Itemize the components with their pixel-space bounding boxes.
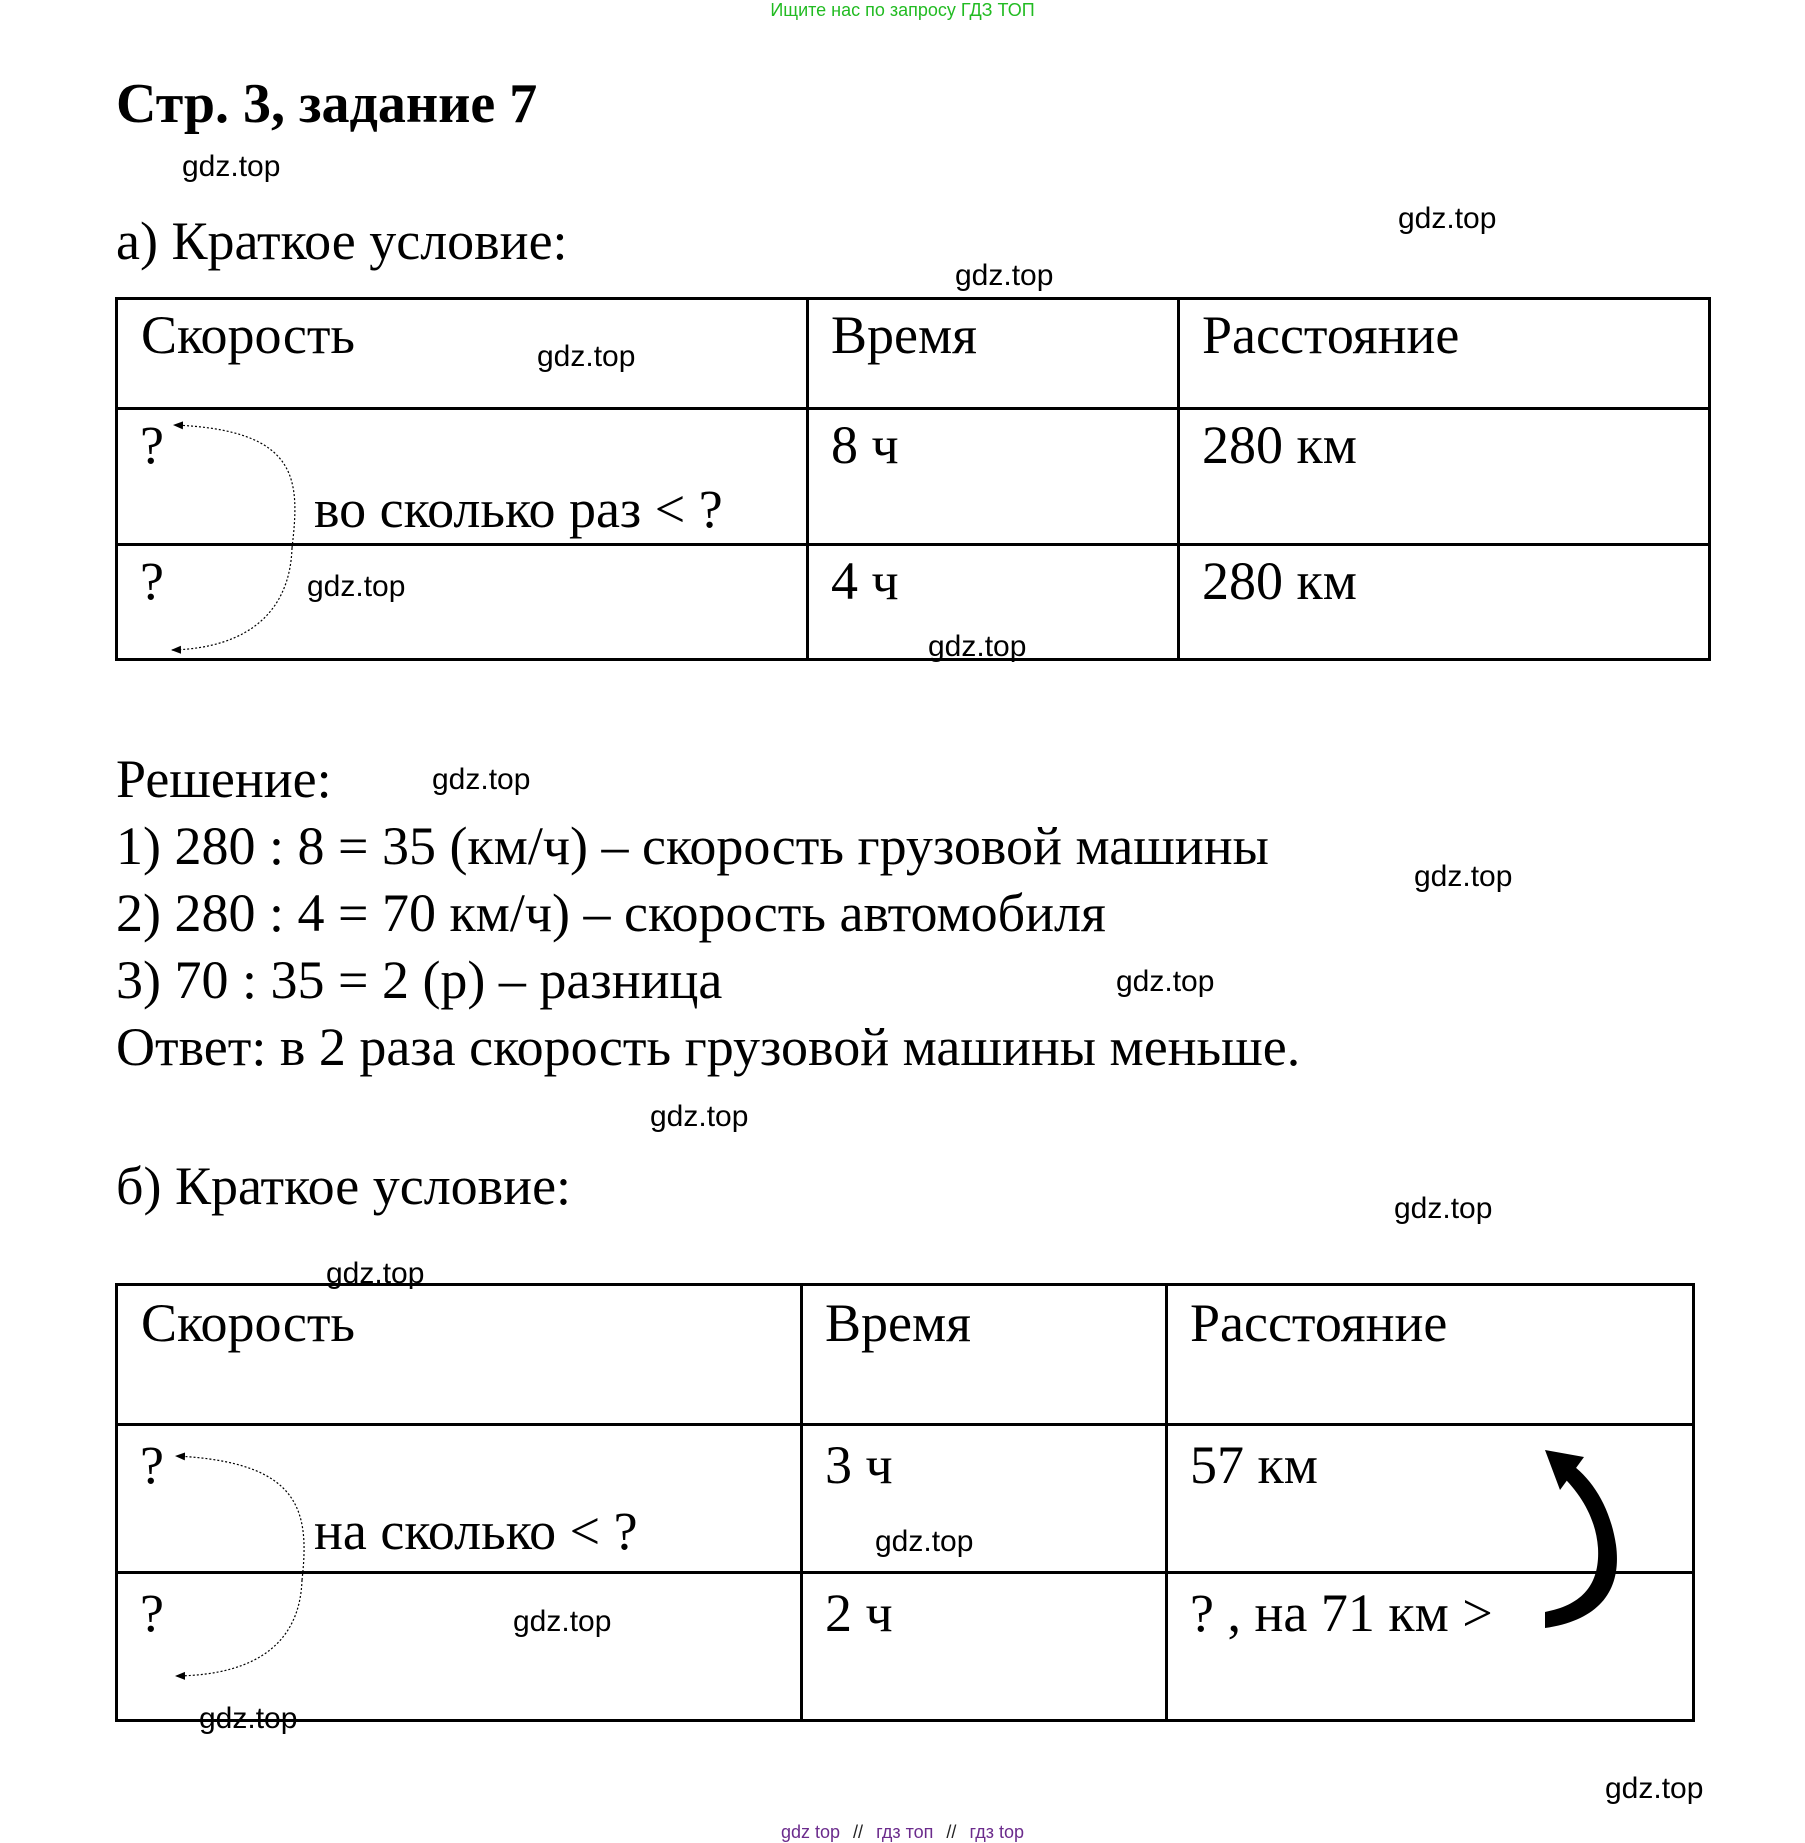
part-b-comparison-note: на сколько < ?: [314, 1501, 638, 1561]
solution-step-1: 1) 280 : 8 = 35 (км/ч) – скорость грузовой машины: [116, 816, 1269, 876]
part-b-row1-time: 3 ч: [825, 1435, 893, 1495]
top-banner: Ищите нас по запросу ГДЗ ТОП: [770, 0, 1035, 20]
watermark: gdz.top: [928, 630, 1027, 663]
watermark: gdz.top: [650, 1100, 749, 1133]
footer-link-2[interactable]: гдз топ: [876, 1822, 934, 1842]
solution-step-3: 3) 70 : 35 = 2 (р) – разница: [116, 950, 723, 1010]
part-b-row2-distance-cell: [1167, 1573, 1694, 1721]
watermark: gdz.top: [513, 1605, 612, 1638]
watermark: gdz.top: [199, 1702, 298, 1735]
part-a-table: [115, 297, 1711, 661]
part-a-row2-distance-cell: [1179, 545, 1710, 660]
footer-separator: //: [946, 1822, 957, 1842]
part-b-header-speed-cell: [117, 1285, 802, 1425]
part-a-header-time-cell: [808, 299, 1179, 409]
part-b-header-distance-cell: [1167, 1285, 1694, 1425]
footer-separator: //: [853, 1822, 864, 1842]
part-b-row1-speed-cell: [117, 1425, 802, 1573]
watermark: gdz.top: [1414, 860, 1513, 893]
part-a-header-distance: Расстояние: [1202, 305, 1460, 365]
page-title: Стр. 3, задание 7: [116, 73, 538, 135]
part-b-row1-distance-cell: [1167, 1425, 1694, 1573]
part-b-row1-speed: ?: [140, 1435, 164, 1495]
footer-links: [0, 1822, 1805, 1843]
part-a-row2-distance: 280 км: [1202, 551, 1357, 611]
part-a-row1-distance: 280 км: [1202, 415, 1357, 475]
watermark: gdz.top: [307, 570, 406, 603]
part-b-header-distance: Расстояние: [1190, 1293, 1448, 1353]
part-a-row2-time: 4 ч: [831, 551, 899, 611]
part-a-heading: а) Краткое условие:: [116, 211, 568, 271]
part-b-header-time-cell: [802, 1285, 1167, 1425]
part-a-row2-speed: ?: [140, 551, 164, 611]
watermark: gdz.top: [1398, 202, 1497, 235]
part-b-row1-distance: 57 км: [1190, 1435, 1318, 1495]
part-b-heading: б) Краткое условие:: [116, 1156, 572, 1216]
watermark: gdz.top: [326, 1257, 425, 1290]
part-a-row1-time-cell: [808, 409, 1179, 545]
part-a-header-speed: Скорость: [141, 305, 356, 365]
watermark: gdz.top: [1394, 1192, 1493, 1225]
part-b-row2-distance: ? , на 71 км >: [1190, 1583, 1493, 1643]
part-b-row2-time: 2 ч: [825, 1583, 893, 1643]
part-a-row1-speed-cell: [117, 409, 808, 545]
part-b-row2-speed: ?: [140, 1583, 164, 1643]
solution-answer: Ответ: в 2 раза скорость грузовой машины меньше.: [116, 1017, 1301, 1077]
solution-step-2: 2) 280 : 4 = 70 км/ч) – скорость автомобиля: [116, 883, 1106, 943]
part-b-row2-time-cell: [802, 1573, 1167, 1721]
footer-link-3[interactable]: гдз top: [969, 1822, 1024, 1842]
part-a-row1-distance-cell: [1179, 409, 1710, 545]
part-b-row1-time-cell: [802, 1425, 1167, 1573]
watermark: gdz.top: [182, 150, 281, 183]
part-b-table: [115, 1283, 1695, 1722]
solution-label: Решение:: [116, 749, 332, 809]
watermark: gdz.top: [432, 763, 531, 796]
part-b-row2-speed-cell: [117, 1573, 802, 1721]
watermark: gdz.top: [955, 259, 1054, 292]
part-a-header-speed-cell: [117, 299, 808, 409]
part-b-header-speed: Скорость: [141, 1293, 356, 1353]
watermark: gdz.top: [1116, 965, 1215, 998]
watermark: gdz.top: [875, 1525, 974, 1558]
part-a-header-time: Время: [831, 305, 977, 365]
watermark: gdz.top: [1605, 1772, 1704, 1805]
part-a-header-distance-cell: [1179, 299, 1710, 409]
part-a-row1-time: 8 ч: [831, 415, 899, 475]
part-a-row2-speed-cell: [117, 545, 808, 660]
part-b-header-time: Время: [825, 1293, 971, 1353]
part-a-row1-speed: ?: [140, 415, 164, 475]
footer-link-1[interactable]: gdz top: [780, 1822, 841, 1842]
part-a-comparison-note: во сколько раз < ?: [314, 479, 723, 539]
watermark: gdz.top: [537, 340, 636, 373]
